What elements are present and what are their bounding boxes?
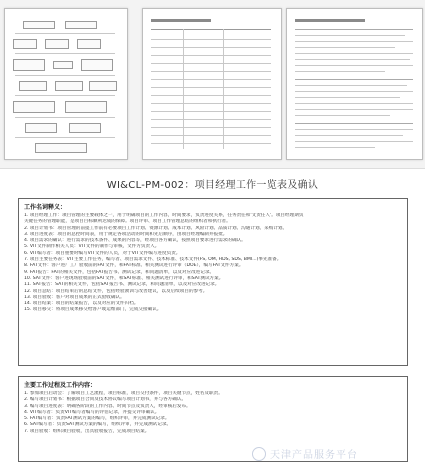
- process-line: 2. 编写项目计划书：根据项目合同及技术协议编写项目计划书，并与各方确认。: [24, 397, 187, 403]
- process-heading: 主要工作过程及工作内容：: [24, 382, 97, 389]
- definition-line: 15. 项目移交：将项目成果移交给客户或运维部门，完成交接确认。: [24, 307, 162, 313]
- thumbnail-text-page[interactable]: [286, 8, 423, 160]
- definitions-heading: 工作名词释义：: [24, 204, 67, 211]
- document-title: WI&CL-PM-002：项目经理工作一览表及确认: [106, 180, 319, 191]
- definition-line: 12. 项目总结：项目结束后的总结文件，包括经验教训与改善建议，以及后续项目的参考。: [24, 288, 208, 294]
- definition-line: 14. 项目结案：项目的结案报告，以及对应的文件归档。: [24, 301, 139, 307]
- thumbnail-flowchart-page[interactable]: [4, 8, 128, 160]
- process-line: 3. 编写项目进度表：明确各阶段的工作内容、时间节点及负责人，经审核后发布。: [24, 403, 191, 409]
- process-line: 1. 参加项目启动会：了解项目工艺流程，项目标准，项目交付条件，项目关键节点，姓名及职责。: [24, 391, 223, 396]
- definition-line: 5. VIT文件制作相关人员：VIT文件的制作与审核，文件方负责人。: [24, 244, 160, 250]
- definition-line: 4. 项目需求的确认：进行需求的技术条件、成果的内容等，经项目各方确认，按照项目要求进行需求的确认。: [24, 238, 246, 244]
- definition-line: 9. FAT报告：FAT的相关文件，包括FAT报告书、测试记录，和问题清单，以及对应改进记录。: [24, 269, 215, 275]
- document-thumbnails: [0, 0, 425, 169]
- definition-line: 6. VIT编写者：项目重要时编写VIT文件的人员，对于VIT文件编写进度负责。: [24, 250, 181, 256]
- watermark-logo-icon: [252, 447, 266, 461]
- definition-line: 8. FAT文件：客户进厂工厂验收前的FAT文件，和FAT标准、相关测试进行评审（DOE），编写FAT文件方案。: [24, 263, 244, 269]
- definition-line: 1. 项目经理工作：项目管理的主要载体之一，用于明确项目的工作内容，时间要求，负责进度关系，任务责任和'文责任人'。项目经理期负: [24, 213, 304, 218]
- definition-line: 11. SAT报告：SAT的相关文件，包括SAT报告书、测试记录，和问题清单，以及对应改进记录。: [24, 282, 220, 288]
- definition-line: 7. 项目主要任务表：VIT主要工作任务，编写者、项目需求文件、技术标准、技术文件(FS, OM, HDS, SDS, BMI...)事先准备。: [24, 257, 282, 263]
- process-line: 7. 项目验收：组织项目验收，出具验收报告，完成项目结案。: [24, 428, 150, 434]
- process-line: 5. FAT编写者：负责FAT测试方案的编写，组织评审，并完成测试记录。: [24, 416, 170, 422]
- process-line: 4. VIT编写者：负责VIT编写者编写的评估记录，并提交评审确认。: [24, 409, 160, 415]
- watermark-text: 天津产品服务平台: [270, 450, 358, 461]
- process-line: 6. SAT编写者：负责SAT测试方案的编写，组织评审，并完成测试记录。: [24, 422, 172, 428]
- thumbnail-table-page[interactable]: [142, 8, 282, 160]
- definition-line: 3. 项目进度表：项目的总控时间表，用于规定各项活动的时间和先后顺序，由项目经理编制并报批。: [24, 231, 228, 237]
- definition-line: 10. SAT文件：客户进现场验收前的SAT文件，和SAT标准、相关测试进行评审，和SAT测试方案。: [24, 275, 224, 281]
- definition-line: 13. 项目验收：客户对项目成果的正式验收确认。: [24, 294, 125, 300]
- definition-line: 2. 项目计划书：项目管理的前提工作前有必要项目工作计划、资源计划、成本计划、风险计划、品质计划、沟通计划、采购计划。: [24, 225, 288, 231]
- definitions-section: [18, 198, 408, 366]
- definition-line: 关键任务的管理职能，是项目目标顺利达成的保障。项目评审、项目工作管理总结的组织者和执行者。: [24, 219, 231, 225]
